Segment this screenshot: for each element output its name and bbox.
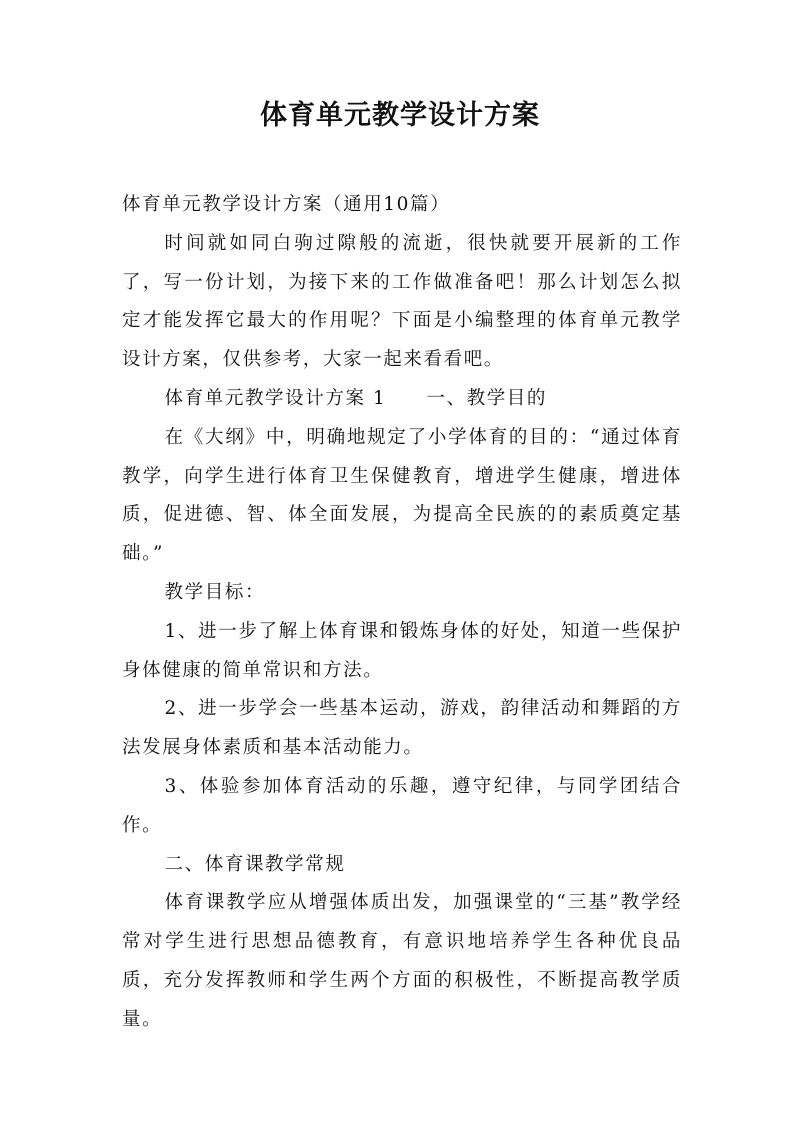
outline-paragraph: 在《大纲》中，明确地规定了小学体育的目的：“通过体育教学，向学生进行体育卫生保健教育，增进学生健康，增进体质，促进德、智、体全面发展，为提高全民族的的素质奠定基础。” [122,426,682,565]
goals-label: 教学目标： [164,581,266,603]
routine-paragraph: 体育课教学应从增强体质出发，加强课堂的“三基”教学经常对学生进行思想品德教育，有意识地培养学生各种优良品质，充分发挥教师和学生两个方面的积极性，不断提高教学质量。 [122,892,682,1030]
document-title: 体育单元教学设计方案 [260,100,540,131]
section2-heading: 二、体育课教学常规 [164,853,346,875]
goal-item-2: 2、进一步学会一些基本运动，游戏，韵律活动和舞蹈的方法发展身体素质和基本活动能力。 [122,698,682,759]
intro-paragraph: 时间就如同白驹过隙般的流逝，很快就要开展新的工作了，写一份计划，为接下来的工作做准备吧！那么计划怎么拟定才能发挥它最大的作用呢？下面是小编整理的体育单元教学设计方案，仅供参考，大家一起来看看吧。 [122,232,682,371]
section1-heading-line [122,380,682,419]
goal-item-1: 1、进一步了解上体育课和锻炼身体的好处，知道一些保护身体健康的简单常识和方法。 [122,620,682,681]
section1-subheading: 一、教学目的 [426,387,548,409]
document-body [122,186,682,1040]
goal-item-3: 3、体验参加体育活动的乐趣，遵守纪律，与同学团结合作。 [122,775,682,836]
section1-heading: 体育单元教学设计方案 1 [164,387,387,409]
document-subtitle: 体育单元教学设计方案（通用10篇） [122,194,451,215]
